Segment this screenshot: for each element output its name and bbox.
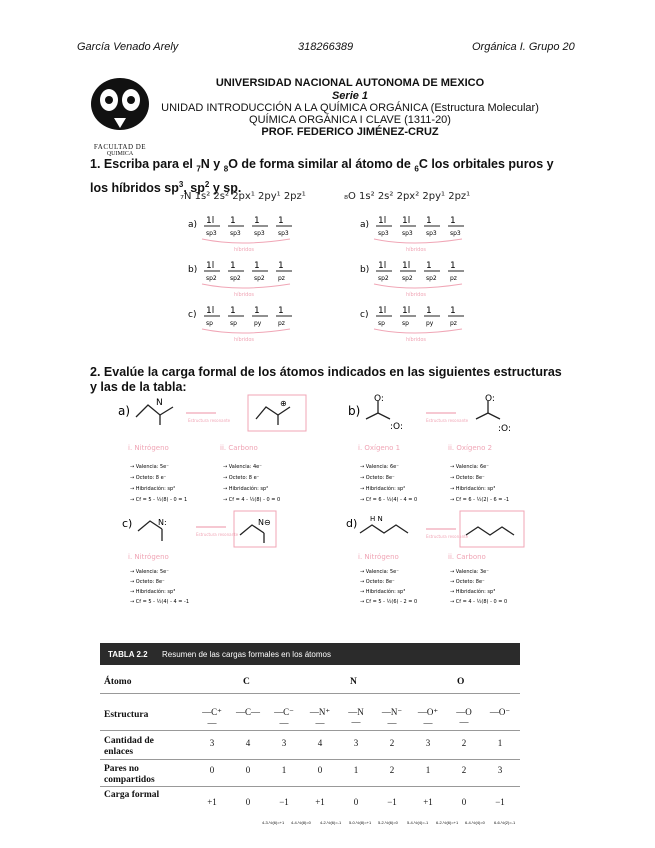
q2-a-arrow-text: Estructura resonante (188, 418, 231, 423)
q2-d-i-l1: → Valencia: 5e⁻ (360, 569, 399, 575)
series-title: Serie 1 (331, 90, 369, 102)
footnote-cell: 4-3-½(6)=+1 (262, 820, 285, 825)
q2-number: 2. (90, 365, 101, 379)
orbital-type: sp3 (402, 230, 413, 237)
q2-b-ii-l3: → Hibridación: sp³ (450, 486, 496, 492)
q1-text-b: N y (200, 157, 224, 171)
q2-b-structure (366, 413, 390, 419)
pairs-cell: 0 (245, 765, 251, 775)
q2-b-ii-title: ii. Oxígeno 2 (448, 444, 493, 452)
orbital-type: sp2 (378, 275, 389, 282)
q2-c-box (234, 511, 276, 547)
table-atom-o: O (457, 677, 465, 687)
q2-a-ii-l2: → Octeto: 8 e⁻ (223, 475, 260, 481)
orbital-electrons: 1l (206, 216, 215, 226)
footnote-cell: 6-4-½(4)=0 (465, 820, 485, 825)
orbital-electrons: 1 (230, 306, 236, 316)
orbital-type: sp2 (206, 275, 217, 282)
orbital-type: sp3 (206, 230, 217, 237)
q2-a-i-l1: → Valencia: 5e⁻ (130, 464, 169, 470)
q2-b-i-title: i. Oxígeno 1 (358, 444, 401, 452)
pairs-cell: 0 (317, 765, 323, 775)
table-code: TABLA 2.2 (108, 650, 148, 659)
q2-b-i-l4: → Cf = 6 - ½(4) - 4 = 0 (360, 497, 418, 503)
hybrid-brace (202, 284, 290, 288)
orbital-electrons: 1 (230, 261, 236, 271)
structure-cell: —C⁺— (202, 707, 222, 728)
q2-b-ii-l1: → Valencia: 6e⁻ (450, 464, 489, 470)
orbital-electrons: 1l (378, 306, 387, 316)
pairs-cell: 1 (281, 765, 287, 775)
q2-d-box (460, 511, 524, 547)
hybrid-brace (202, 329, 290, 333)
structure-cell: —N— (348, 707, 364, 727)
table-pairs-row (200, 765, 520, 781)
bonds-cell: 3 (425, 738, 431, 748)
orbital-electrons: 1l (402, 306, 411, 316)
orbital-electrons: 1 (254, 306, 260, 316)
orbital-electrons: 1 (450, 261, 456, 271)
orbital-electrons: 1 (230, 216, 236, 226)
orbital-type: pz (278, 275, 285, 282)
pairs-cell: 2 (461, 765, 467, 775)
q1-text-d: C los orbitales puros y los híbridos sp (90, 157, 554, 195)
orbital-type: py (426, 320, 434, 327)
table-atom-c: C (243, 677, 250, 687)
q2-b-resonance (476, 413, 500, 419)
orbital-electrons: 1 (278, 306, 284, 316)
orbital-type: sp3 (426, 230, 437, 237)
orbital-type: pz (450, 320, 457, 327)
q2-d-ii-l1: → Valencia: 3e⁻ (450, 569, 489, 575)
q2-b-arrow-text: Estructura resonante (426, 418, 469, 423)
orbital-type: sp3 (230, 230, 241, 237)
orbital-type: sp (378, 320, 385, 327)
orbital-electrons: 1l (206, 306, 215, 316)
orbital-type: sp3 (278, 230, 289, 237)
q2-d-ii-l4: → Cf = 4 - ½(8) - 0 = 0 (450, 599, 508, 605)
faculty-logo (88, 76, 152, 156)
unit-title: UNIDAD INTRODUCCIÓN A LA QUÍMICA ORGÁNICA (Estructura Molecular) (161, 102, 539, 114)
bonds-cell: 3 (353, 738, 359, 748)
q2-c-i-l4: → Cf = 5 - ½(4) - 4 = -1 (130, 599, 190, 605)
bonds-cell: 1 (497, 738, 503, 748)
charge-cell: 0 (461, 797, 467, 807)
orbital-electrons: 1 (426, 216, 432, 226)
orbital-type: py (254, 320, 262, 327)
q2-d-i-l3: → Hibridación: sp³ (360, 589, 406, 595)
footnote-cell: 5-0-½(8)=+1 (349, 820, 372, 825)
charge-cell: +1 (207, 797, 217, 807)
q2-c-i-title: i. Nitrógeno (128, 553, 169, 561)
q1-n-config: ₇N 1s² 2s² 2px¹ 2py¹ 2pz¹ (180, 191, 306, 202)
table-structure-label: Estructura (104, 710, 149, 720)
q1-sup2: 2 (204, 179, 210, 189)
charge-cell: −1 (495, 797, 505, 807)
hybrid-brace (202, 239, 290, 243)
q2-a-n-atom: N (156, 398, 163, 408)
q1-sub-n: 7 (196, 164, 201, 174)
hybrid-label: híbridos (234, 247, 255, 253)
pairs-cell: 1 (425, 765, 431, 775)
orbital-part-label: a) (360, 220, 370, 230)
footnote-cell: 4-2-½(6)=-1 (320, 820, 342, 825)
bonds-cell: 2 (389, 738, 395, 748)
footnote-cell: 6-2-½(6)=+1 (436, 820, 459, 825)
table-atom-n: N (350, 677, 357, 687)
question-2 (90, 365, 570, 395)
orbital-electrons: 1l (206, 261, 215, 271)
q1-text-f: y sp. (209, 180, 242, 195)
pairs-cell: 2 (389, 765, 395, 775)
q2-a-ii-l1: → Valencia: 4e⁻ (223, 464, 262, 470)
q2-d-i-l4: → Cf = 5 - ½(6) - 2 = 0 (360, 599, 418, 605)
hybrid-label: híbridos (406, 337, 427, 343)
q2-c-arrow-text: Estructura resonante (196, 532, 239, 537)
orbital-part-label: b) (360, 265, 370, 275)
orbital-electrons: 1 (426, 306, 432, 316)
q2-a-structure (136, 405, 173, 417)
hybrid-label: híbridos (406, 247, 427, 253)
table-structure-row (200, 707, 520, 728)
q2-d-arrow-text: Estructura resonante (426, 534, 469, 539)
structure-cell: —O⁻ (489, 707, 511, 717)
charge-cell: +1 (423, 797, 433, 807)
q2-a-box (248, 395, 306, 431)
q2-c-i-l1: → Valencia: 5e⁻ (130, 569, 169, 575)
charge-cell: 0 (353, 797, 359, 807)
q2-c-i-l3: → Hibridación: sp³ (130, 589, 176, 595)
table-atom-label: Átomo (104, 677, 132, 687)
table-bonds-label: Cantidad de enlaces (104, 736, 154, 757)
q2-a-i-title: i. Nitrógeno (128, 444, 169, 452)
structure-cell: —N⁻— (381, 707, 403, 728)
table-charge-row (200, 797, 520, 811)
orbital-type: sp2 (230, 275, 241, 282)
q2-b-label: b) (348, 404, 361, 418)
q2-b-res-o2: :O: (498, 424, 511, 434)
header-student-id: 318266389 (298, 41, 354, 53)
bonds-cell: 4 (317, 738, 323, 748)
orbital-part-label: c) (360, 310, 369, 320)
footnote-cell: 5-2-½(6)=0 (378, 820, 398, 825)
bonds-cell: 2 (461, 738, 467, 748)
q2-b-i-l2: → Octeto: 8e⁻ (360, 475, 395, 481)
orbital-type: sp3 (450, 230, 461, 237)
logo-caption-1: FACULTAD DE (93, 143, 147, 151)
q2-a-i-l2: → Octeto: 8 e⁻ (130, 475, 167, 481)
q2-a-label: a) (118, 404, 131, 418)
footnote-cell: 5-4-½(4)=-1 (407, 820, 429, 825)
charge-cell: 0 (245, 797, 251, 807)
orbital-electrons: 1 (254, 216, 260, 226)
q2-a-resonance (256, 407, 290, 419)
footnote-cell: 6-6-½(2)=-1 (494, 820, 516, 825)
hybrid-brace (374, 239, 462, 243)
charge-cell: −1 (387, 797, 397, 807)
q2-c-label: c) (122, 517, 133, 530)
header-author: García Venado Arely (77, 41, 179, 53)
structure-cell: —O— (456, 707, 472, 727)
q1-text-a: Escriba para el (103, 157, 197, 171)
q1-orbital-diagrams (180, 205, 500, 350)
hybrid-label: híbridos (234, 337, 255, 343)
orbital-type: sp (402, 320, 409, 327)
orbital-type: sp2 (426, 275, 437, 282)
q1-text-e: , sp (183, 180, 205, 195)
orbital-type: sp3 (254, 230, 265, 237)
q2-b-ii-l2: → Octeto: 8e⁻ (450, 475, 485, 481)
q2-b-o2: :O: (390, 422, 403, 432)
charge-cell: −1 (279, 797, 289, 807)
q1-sub-o: 8 (223, 164, 229, 174)
q2-d-structure (360, 525, 408, 533)
q2-a-ii-title: ii. Carbono (220, 444, 258, 452)
q2-c-minus: N⊖ (258, 518, 271, 527)
table-title: Resumen de las cargas formales en los átomos (162, 650, 331, 659)
orbital-electrons: 1 (254, 261, 260, 271)
q2-c-i-l2: → Octeto: 8e⁻ (130, 579, 165, 585)
charge-cell: +1 (315, 797, 325, 807)
orbital-part-label: b) (188, 265, 198, 275)
orbital-electrons: 1l (378, 216, 387, 226)
q2-b-res-o1: O: (485, 394, 495, 404)
footnote-cell: 4-4-½(8)=0 (291, 820, 311, 825)
q1-text-c: O de forma similar al átomo de (228, 157, 415, 171)
orbital-type: sp2 (254, 275, 265, 282)
q2-d-ii-l3: → Hibridación: sp³ (450, 589, 496, 595)
university-name: UNIVERSIDAD NACIONAL AUTONOMA DE MEXICO (215, 77, 485, 89)
q2-a-ii-l4: → Cf = 4 - ½(8) - 0 = 0 (223, 497, 281, 503)
q2-b-ii-l4: → Cf = 6 - ½(2) - 6 = -1 (450, 497, 510, 503)
question-1 (90, 157, 570, 196)
table-pairs-label: Pares no compartidos (104, 764, 155, 785)
structure-cell: —C⁻— (274, 707, 294, 728)
q2-c-n-atom: N: (158, 518, 167, 527)
table-title-bar (100, 643, 520, 665)
q1-sup3: 3 (178, 179, 184, 189)
hybrid-label: híbridos (234, 292, 255, 298)
q2-a-i-l4: → Cf = 5 - ½(8) - 0 = 1 (130, 497, 188, 503)
orbital-type: sp3 (378, 230, 389, 237)
hybrid-brace (374, 329, 462, 333)
q2-b-o1: O: (374, 394, 384, 404)
q2-a-ii-l3: → Hibridación: sp² (223, 486, 269, 492)
orbital-electrons: 1 (278, 261, 284, 271)
q2-d-ii-title: ii. Carbono (448, 553, 486, 561)
orbital-electrons: 1l (402, 216, 411, 226)
orbital-electrons: 1 (278, 216, 284, 226)
orbital-electrons: 1l (402, 261, 411, 271)
orbital-electrons: 1l (378, 261, 387, 271)
orbital-type: sp2 (402, 275, 413, 282)
pairs-cell: 0 (209, 765, 215, 775)
q2-structures (108, 393, 568, 633)
orbital-part-label: a) (188, 220, 198, 230)
hybrid-brace (374, 284, 462, 288)
q2-b-i-l3: → Hibridación: sp² (360, 486, 406, 492)
q2-text: Evalúe la carga formal de los átomos indicados en las siguientes estructuras y las de la tabla: (90, 365, 562, 394)
orbital-type: sp (206, 320, 213, 327)
orbital-electrons: 1 (450, 306, 456, 316)
pairs-cell: 3 (497, 765, 503, 775)
course-title: QUÍMICA ORGÁNICA I CLAVE (1311-20) (249, 114, 451, 126)
q2-d-ii-l2: → Octeto: 8e⁻ (450, 579, 485, 585)
orbital-electrons: 1 (426, 261, 432, 271)
q2-d-i-l2: → Octeto: 8e⁻ (360, 579, 395, 585)
bonds-cell: 4 (245, 738, 251, 748)
pairs-cell: 1 (353, 765, 359, 775)
q1-o-config: ₈O 1s² 2s² 2px² 2py¹ 2pz¹ (344, 191, 471, 202)
structure-cell: —N⁺— (309, 707, 331, 728)
q2-d-i-title: i. Nitrógeno (358, 553, 399, 561)
table-bonds-row (200, 738, 520, 754)
table-charge-label: Carga formal (104, 790, 160, 800)
bonds-cell: 3 (281, 738, 287, 748)
orbital-part-label: c) (188, 310, 197, 320)
q1-number: 1. (90, 157, 101, 171)
logo-caption-2: QUIMICA (106, 151, 134, 157)
orbital-electrons: 1 (450, 216, 456, 226)
q1-sub-c: 6 (414, 164, 419, 174)
structure-cell: —C— (236, 707, 261, 717)
orbital-type: pz (278, 320, 285, 327)
q2-d-atoms: H N (370, 515, 383, 523)
q2-d-label: d) (346, 517, 358, 530)
header-course-group: Orgánica I. Grupo 20 (472, 41, 575, 53)
q2-b-i-l1: → Valencia: 6e⁻ (360, 464, 399, 470)
table-footnotes-row (262, 820, 522, 830)
hybrid-label: híbridos (406, 292, 427, 298)
structure-cell: —O⁺— (417, 707, 439, 728)
q2-a-plus: ⊕ (280, 399, 287, 408)
q2-d-resonance (466, 527, 514, 535)
professor-name: PROF. FEDERICO JIMÉNEZ-CRUZ (261, 126, 439, 138)
orbital-type: pz (450, 275, 457, 282)
orbital-type: sp (230, 320, 237, 327)
q2-a-i-l3: → Hibridación: sp² (130, 486, 176, 492)
bonds-cell: 3 (209, 738, 215, 748)
